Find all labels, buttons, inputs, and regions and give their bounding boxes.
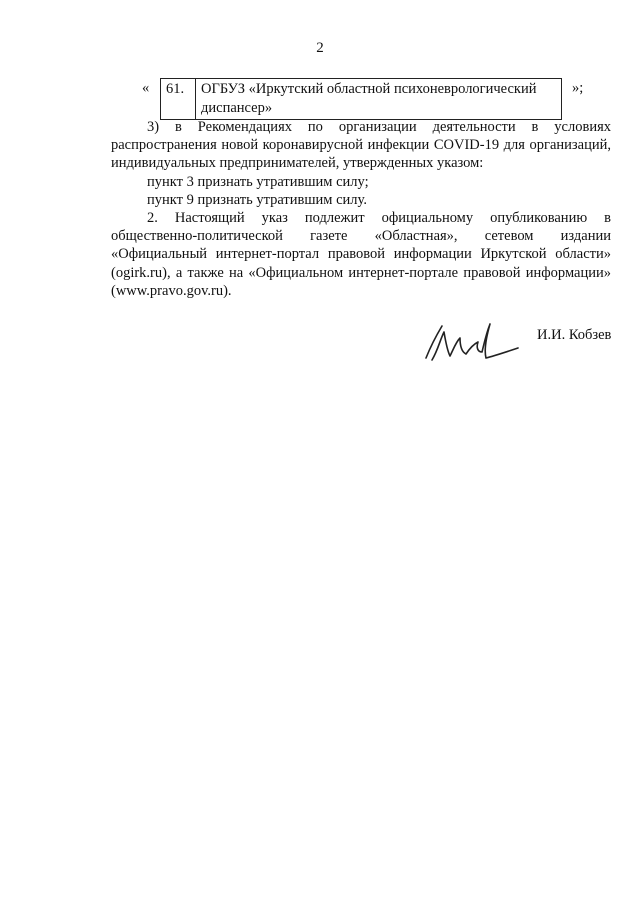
quote-open: « — [142, 80, 150, 96]
paragraph-item-9: пункт 9 признать утратившим силу. — [147, 191, 367, 208]
paragraph-recommendations: 3) в Рекомендациях по организации деятельности в условиях распространения новой коронавирусной инфекции COVID-19 для организаций, индивидуальных предпринимателей, утвержденных указом: — [111, 119, 611, 172]
signer-name: И.И. Кобзев — [537, 327, 612, 343]
body-text — [111, 118, 611, 300]
table-row — [161, 79, 562, 120]
institution-name-line1: ОГБУЗ «Иркутский областной психоневрологический — [201, 81, 537, 97]
paragraph-publication: 2. Настоящий указ подлежит официальному опубликованию в общественно-политической газете «Областная», сетевом издании «Официальный интернет-портал правовой информации Иркутской области» (ogirk.ru), а также на «Официальном интернет-портале правовой информации» (www.pravo.gov.ru). — [111, 210, 611, 299]
quote-close: »; — [572, 80, 584, 96]
paragraph-item-3: пункт 3 признать утратившим силу; — [147, 173, 369, 190]
institution-table — [160, 78, 562, 120]
row-number: 61. — [161, 79, 196, 120]
institution-name-line2: диспансер» — [201, 100, 273, 116]
amendment-table-row — [142, 78, 612, 118]
institution-name — [196, 79, 562, 120]
handwritten-signature — [420, 318, 520, 366]
page-number: 2 — [316, 40, 324, 56]
